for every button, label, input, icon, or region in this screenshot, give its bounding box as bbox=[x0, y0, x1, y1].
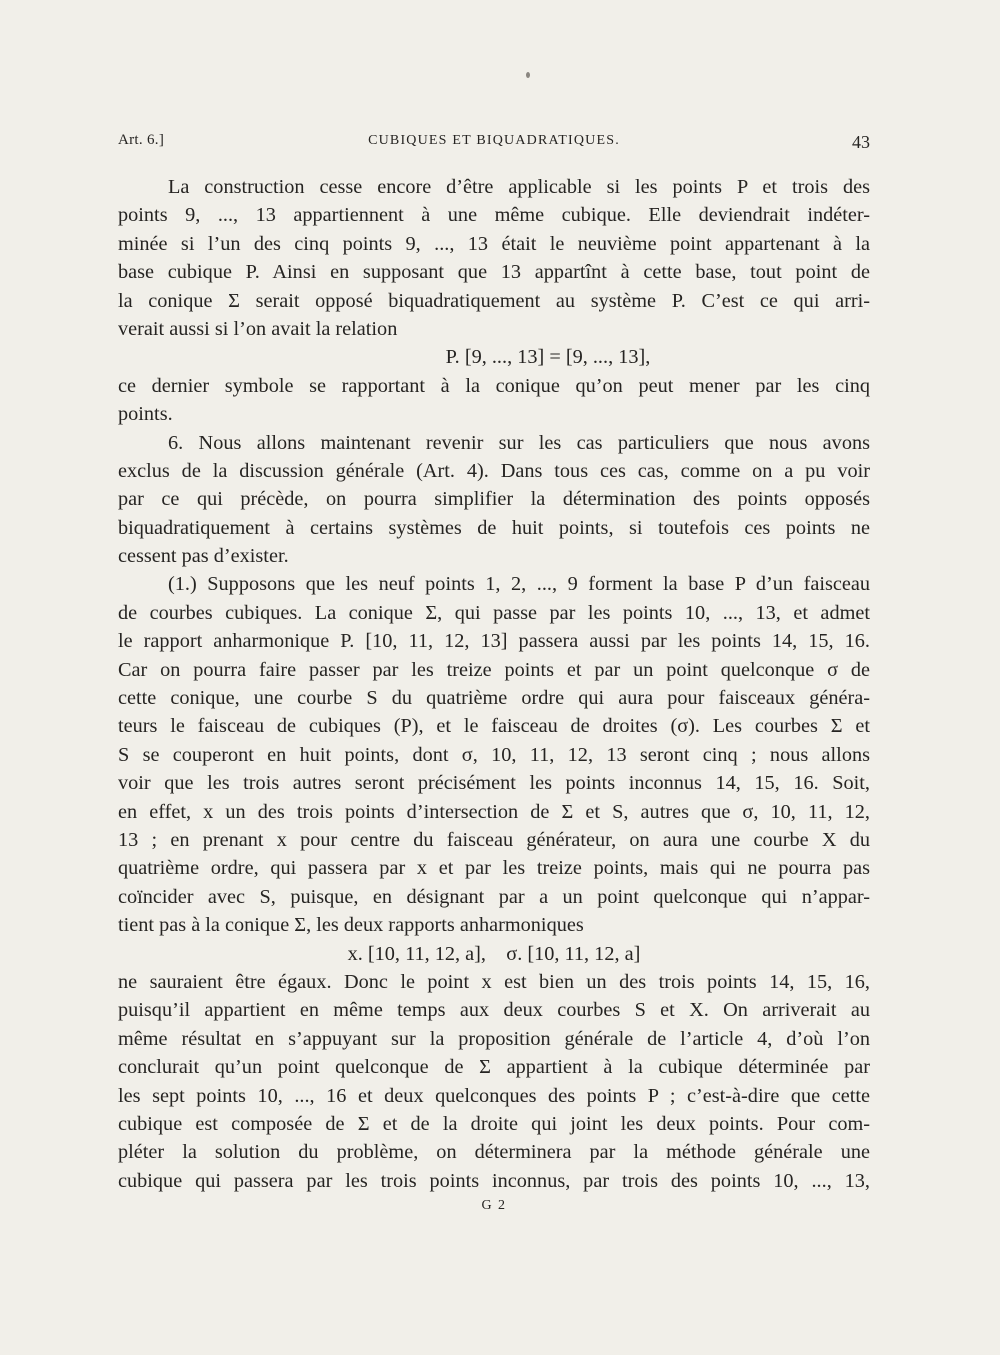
equation: x. [10, 11, 12, a], σ. [10, 11, 12, a] bbox=[347, 942, 641, 965]
text-line: ce dernier symbole se rapportant à la conique qu’on peut mener par les cinq bbox=[118, 374, 870, 397]
text-line: base cubique P. Ainsi en supposant que 13 appartînt à cette base, tout point de bbox=[118, 261, 870, 284]
text-line: ne sauraient être égaux. Donc le point x est bien un des trois points 14, 15, 16, bbox=[118, 970, 870, 993]
text-line: coïncider avec S, puisque, en désignant par a un point quelconque qui n’appar- bbox=[118, 885, 870, 908]
text-line: 6. Nous allons maintenant revenir sur les cas particuliers que nous avons bbox=[168, 431, 870, 454]
text-line: minée si l’un des cinq points 9, ..., 13 était le neuvième point appartenant à la bbox=[118, 232, 870, 255]
text-line: cette conique, une courbe S du quatrième ordre qui aura pour faisceaux généra- bbox=[118, 687, 870, 710]
text-line: pléter la solution du problème, on déterminera par la méthode générale une bbox=[118, 1141, 870, 1164]
page-body bbox=[118, 173, 870, 1195]
text-line: biquadratiquement à certains systèmes de huit points, si toutefois ces points ne bbox=[118, 516, 870, 539]
page-number: 43 bbox=[852, 132, 870, 152]
text-line: de courbes cubiques. La conique Σ, qui passe par les points 10, ..., 13, et admet bbox=[118, 601, 870, 624]
text-line: verait aussi si l’on avait la relation bbox=[118, 317, 398, 340]
text-line: par ce qui précède, on pourra simplifier la détermination des points opposés bbox=[118, 488, 870, 511]
text-line: La construction cesse encore d’être applicable si les points P et trois des bbox=[168, 176, 870, 198]
text-line: conclurait qu’un point quelconque de Σ appartient à la cubique déterminée par bbox=[118, 1056, 870, 1079]
text-line: points 9, ..., 13 appartiennent à une même cubique. Elle deviendrait indéter- bbox=[118, 204, 870, 227]
header-title: CUBIQUES ET BIQUADRATIQUES. bbox=[368, 133, 620, 148]
text-line: la conique Σ serait opposé biquadratiquement au système P. C’est ce qui arri- bbox=[118, 289, 870, 312]
text-line: voir que les trois autres seront précisément les points inconnus 14, 15, 16. Soit, bbox=[118, 772, 870, 795]
text-line: exclus de la discussion générale (Art. 4). Dans tous ces cas, comme on a pu voir bbox=[118, 459, 870, 482]
text-line: puisqu’il appartient en même temps aux deux courbes S et X. On arriverait au bbox=[118, 999, 870, 1022]
text-line: 13 ; en prenant x pour centre du faisceau générateur, on aura une courbe X du bbox=[118, 828, 870, 851]
running-header bbox=[118, 130, 870, 158]
text-line: quatrième ordre, qui passera par x et par les treize points, mais qui ne pourra pas bbox=[118, 857, 870, 880]
text-line: les sept points 10, ..., 16 et deux quelconques des points P ; c’est-à-dire que cette bbox=[118, 1084, 870, 1107]
text-line: même résultat en s’appuyant sur la proposition générale de l’article 4, d’où l’on bbox=[118, 1027, 870, 1050]
text-line: S se couperont en huit points, dont σ, 10, 11, 12, 13 seront cinq ; nous allons bbox=[118, 743, 870, 766]
text-line: points. bbox=[118, 403, 173, 426]
text-line: le rapport anharmonique P. [10, 11, 12, 13] passera aussi par les points 14, 15, 16. bbox=[118, 630, 870, 653]
text-line: cessent pas d’exister. bbox=[118, 545, 289, 568]
header-article-ref: Art. 6.] bbox=[118, 132, 165, 148]
text-line: teurs le faisceau de cubiques (P), et le faisceau de droites (σ). Les courbes Σ et bbox=[118, 715, 870, 738]
equation: P. [9, ..., 13] = [9, ..., 13], bbox=[445, 346, 651, 369]
signature-mark: G 2 bbox=[481, 1198, 507, 1213]
paper-speck bbox=[526, 72, 530, 78]
text-line: en effet, x un des trois points d’intersection de Σ et S, autres que σ, 10, 11, 12, bbox=[118, 800, 870, 823]
text-line: cubique est composée de Σ et de la droite qui joint les deux points. Pour com- bbox=[118, 1112, 870, 1135]
text-line: tient pas à la conique Σ, les deux rapports anharmoniques bbox=[118, 914, 584, 937]
text-line: cubique qui passera par les trois points inconnus, par trois des points 10, ..., 13, bbox=[118, 1169, 870, 1192]
text-line: (1.) Supposons que les neuf points 1, 2, ..., 9 forment la base P d’un faisceau bbox=[168, 573, 870, 596]
text-line: Car on pourra faire passer par les treize points et par un point quelconque σ de bbox=[118, 658, 870, 681]
